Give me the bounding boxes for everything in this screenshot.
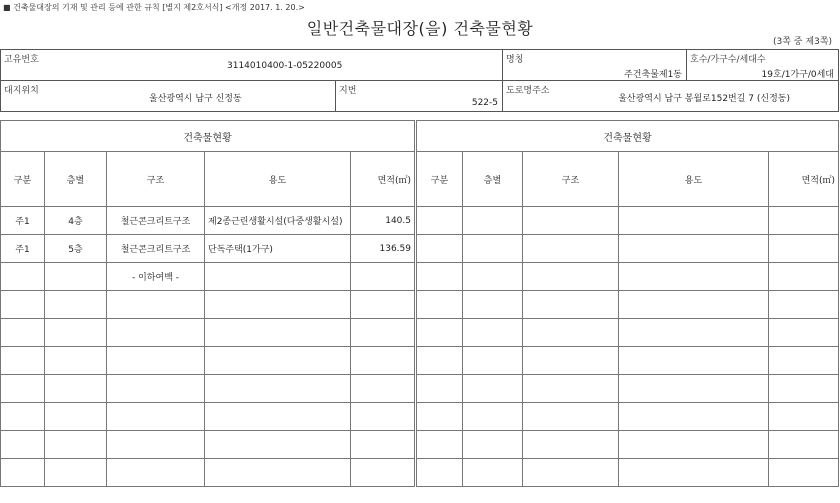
right-empty-cell	[417, 347, 463, 375]
row-floor-cell	[45, 347, 107, 375]
right-empty-cell	[463, 291, 523, 319]
row-type-cell	[1, 375, 45, 403]
units-label: 호수/가구수/세대수	[690, 55, 766, 65]
right-empty-cell	[619, 375, 769, 403]
right-empty-cell	[619, 291, 769, 319]
right-empty-cell	[769, 235, 839, 263]
row-structure-cell	[107, 459, 205, 487]
right-empty-cell	[769, 207, 839, 235]
row-floor-cell	[45, 375, 107, 403]
name-cell	[503, 50, 687, 81]
lot-value: 522-5	[471, 98, 498, 108]
left-col-use-header: 용도	[205, 152, 351, 207]
name-label: 명칭	[506, 55, 524, 65]
right-empty-cell	[523, 235, 619, 263]
right-section-title: 건축물현황	[417, 121, 839, 152]
right-empty-cell	[463, 403, 523, 431]
row-structure-cell: 철근콘크리트구조	[107, 235, 205, 263]
right-empty-cell	[417, 291, 463, 319]
road-label: 도로명주소	[506, 86, 550, 96]
right-empty-cell	[523, 431, 619, 459]
row-type-cell	[1, 459, 45, 487]
row-type-cell	[1, 319, 45, 347]
row-use-cell	[205, 375, 351, 403]
row-use-cell: 제2종근린생활시설(다중생활시설)	[205, 207, 351, 235]
right-empty-cell	[769, 375, 839, 403]
right-col-area-header: 면적(㎡)	[769, 152, 839, 207]
row-area-cell	[351, 375, 415, 403]
row-floor-cell	[45, 319, 107, 347]
row-structure-cell	[107, 319, 205, 347]
right-empty-cell	[523, 319, 619, 347]
right-empty-cell	[417, 263, 463, 291]
page-title: 일반건축물대장(을) 건축물현황	[306, 19, 534, 38]
form-regulation-note: ■ 건축물대장의 기재 및 관리 등에 관한 규칙 [별지 제2호서식] <개정 2017. 1. 20.>	[3, 3, 305, 12]
right-empty-cell	[619, 403, 769, 431]
row-area-cell	[351, 263, 415, 291]
row-floor-cell	[45, 263, 107, 291]
right-empty-cell	[463, 431, 523, 459]
table-row	[1, 403, 839, 431]
right-empty-cell	[523, 347, 619, 375]
row-area-cell	[351, 403, 415, 431]
right-empty-cell	[523, 375, 619, 403]
row-type-cell: 주1	[1, 235, 45, 263]
unique-no-cell	[1, 50, 503, 81]
row-area-cell: 140.5	[351, 207, 415, 235]
right-empty-cell	[619, 347, 769, 375]
left-col-structure-header: 구조	[107, 152, 205, 207]
right-empty-cell	[417, 431, 463, 459]
right-empty-cell	[417, 459, 463, 487]
right-empty-cell	[463, 235, 523, 263]
left-col-type-header: 구분	[1, 152, 45, 207]
row-structure-cell	[107, 375, 205, 403]
building-status-table	[0, 120, 839, 487]
unique-no-label: 고유번호	[4, 55, 39, 65]
row-type-cell: 주1	[1, 207, 45, 235]
table-row	[1, 375, 839, 403]
right-empty-cell	[463, 375, 523, 403]
row-floor-cell	[45, 459, 107, 487]
right-empty-cell	[619, 263, 769, 291]
left-section-title: 건축물현황	[1, 121, 415, 152]
row-use-cell	[205, 291, 351, 319]
table-row	[1, 431, 839, 459]
table-row	[1, 319, 839, 347]
site-cell	[1, 81, 336, 112]
right-col-floor-header: 층별	[463, 152, 523, 207]
right-empty-cell	[523, 459, 619, 487]
right-col-structure-header: 구조	[523, 152, 619, 207]
row-area-cell	[351, 291, 415, 319]
row-area-cell	[351, 431, 415, 459]
right-empty-cell	[417, 403, 463, 431]
right-empty-cell	[619, 459, 769, 487]
row-use-cell	[205, 263, 351, 291]
table-row	[1, 347, 839, 375]
left-col-area-header: 면적(㎡)	[351, 152, 415, 207]
site-value: 울산광역시 남구 신정동	[149, 94, 242, 104]
name-value: 주건축물제1동	[624, 70, 682, 80]
row-type-cell	[1, 263, 45, 291]
right-empty-cell	[523, 263, 619, 291]
right-empty-cell	[523, 207, 619, 235]
lot-cell	[336, 81, 503, 112]
row-type-cell	[1, 431, 45, 459]
right-empty-cell	[417, 319, 463, 347]
right-empty-cell	[769, 263, 839, 291]
right-empty-cell	[417, 235, 463, 263]
site-label: 대지위치	[4, 86, 39, 96]
row-type-cell	[1, 403, 45, 431]
row-area-cell: 136.59	[351, 235, 415, 263]
row-type-cell	[1, 347, 45, 375]
road-cell	[503, 81, 839, 112]
right-empty-cell	[619, 207, 769, 235]
right-empty-cell	[417, 207, 463, 235]
row-structure-cell	[107, 431, 205, 459]
right-empty-cell	[769, 347, 839, 375]
row-structure-cell	[107, 403, 205, 431]
row-use-cell	[205, 319, 351, 347]
right-empty-cell	[463, 347, 523, 375]
row-area-cell	[351, 319, 415, 347]
units-cell	[687, 50, 839, 81]
row-structure-cell: - 이하여백 -	[107, 263, 205, 291]
building-info-table	[0, 49, 839, 81]
right-empty-cell	[769, 319, 839, 347]
lot-label: 지번	[339, 86, 357, 96]
row-use-cell	[205, 347, 351, 375]
road-value: 울산광역시 남구 봉월로152번길 7 (신정동)	[618, 94, 790, 104]
row-area-cell	[351, 347, 415, 375]
right-empty-cell	[463, 263, 523, 291]
right-empty-cell	[769, 403, 839, 431]
row-use-cell	[205, 431, 351, 459]
right-empty-cell	[417, 375, 463, 403]
right-empty-cell	[463, 319, 523, 347]
row-structure-cell	[107, 347, 205, 375]
row-area-cell	[351, 459, 415, 487]
right-empty-cell	[769, 431, 839, 459]
table-row	[1, 207, 839, 235]
right-empty-cell	[463, 207, 523, 235]
right-empty-cell	[619, 235, 769, 263]
row-floor-cell	[45, 431, 107, 459]
table-row	[1, 459, 839, 487]
row-floor-cell: 4층	[45, 207, 107, 235]
table-row	[1, 291, 839, 319]
row-structure-cell	[107, 291, 205, 319]
row-type-cell	[1, 291, 45, 319]
right-col-type-header: 구분	[417, 152, 463, 207]
right-empty-cell	[619, 431, 769, 459]
left-col-floor-header: 층별	[45, 152, 107, 207]
right-col-use-header: 용도	[619, 152, 769, 207]
row-floor-cell	[45, 403, 107, 431]
right-empty-cell	[523, 291, 619, 319]
units-value: 19호/1가구/0세대	[761, 70, 834, 80]
site-info-table	[0, 80, 839, 112]
row-use-cell	[205, 459, 351, 487]
page-number: (3쪽 중 제3쪽)	[773, 37, 832, 47]
row-floor-cell: 5층	[45, 235, 107, 263]
right-empty-cell	[769, 459, 839, 487]
unique-no-value: 3114010400-1-05220005	[227, 61, 343, 71]
right-empty-cell	[619, 319, 769, 347]
row-structure-cell: 철근콘크리트구조	[107, 207, 205, 235]
right-empty-cell	[769, 291, 839, 319]
right-empty-cell	[463, 459, 523, 487]
table-row	[1, 263, 839, 291]
row-use-cell: 단독주택(1가구)	[205, 235, 351, 263]
row-floor-cell	[45, 291, 107, 319]
right-empty-cell	[523, 403, 619, 431]
row-use-cell	[205, 403, 351, 431]
table-row	[1, 235, 839, 263]
